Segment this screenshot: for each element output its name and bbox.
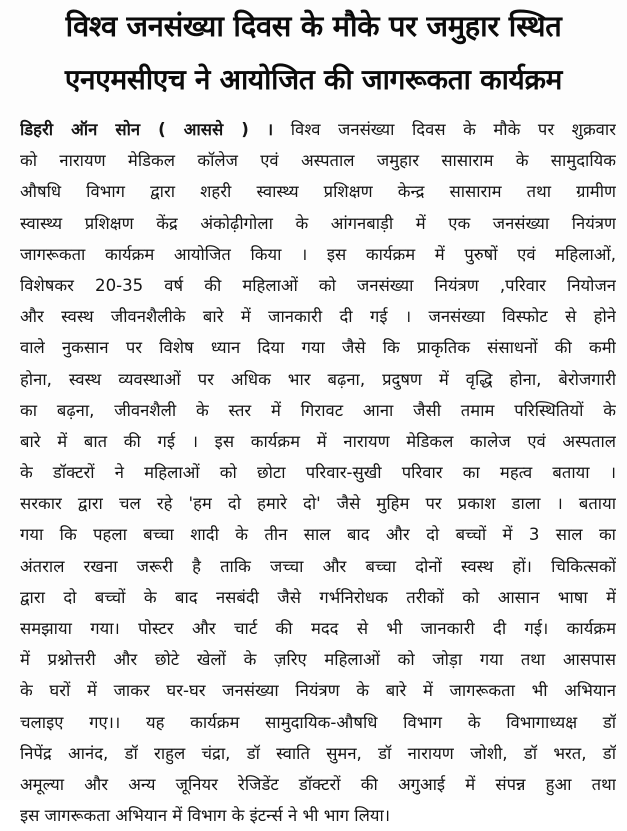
article-line: को नारायण मेडिकल कॉलेज एवं अस्पताल जमुहार सासाराम के सामुदायिक bbox=[20, 151, 616, 171]
article-line: में प्रश्नोत्तरी और छोटे खेलों के ज़रिए महिलाओं को जोड़ा गया तथा आसपास bbox=[20, 650, 616, 670]
article-line: गया कि पहला बच्चा शादी के तीन साल बाद और दो बच्चों में 3 साल का bbox=[20, 525, 616, 545]
article-line: जागरूकता कार्यक्रम आयोजित किया । इस कार्यक्रम में पुरुषों एवं महिलाओं, bbox=[20, 244, 616, 264]
article-line: होना, स्वस्थ व्यवस्थाओं पर अधिक भार बढ़ना, प्रदुषण में वृद्धि होना, बेरोजगारी bbox=[20, 369, 616, 389]
article-line: वाले नुकसान पर विशेष ध्यान दिया गया जैसे कि प्राकृतिक संसाधनों की कमी bbox=[20, 338, 616, 358]
article-line: के डॉक्टरों ने महिलाओं को छोटा परिवार-सुखी परिवार का महत्व बताया । bbox=[20, 463, 616, 483]
headline-line-1: विश्व जनसंख्या दिवस के मौके पर जमुहार स्थित bbox=[65, 9, 562, 43]
article-line: सरकार द्वारा चल रहे 'हम दो हमारे दो' जैसे मुहिम पर प्रकाश डाला । बताया bbox=[20, 494, 616, 514]
article-line-text: विश्व जनसंख्या दिवस के मौके पर शुक्रवार bbox=[273, 120, 616, 139]
article-line: का बढ़ना, जीवनशैली के स्तर में गिरावट आना जैसी तमाम परिस्थितियों के bbox=[20, 400, 616, 420]
article-line: समझाया गया। पोस्टर और चार्ट की मदद से भी जानकारी दी गई। कार्यक्रम bbox=[20, 619, 616, 638]
article-line: द्वारा दो बच्चों के बाद नसबंदी जैसे गर्भनिरोधक तरीकों को आसान भाषा में bbox=[20, 587, 616, 607]
article-line: इस जागरूकता अभियान में विभाग के इंटर्न्स ने भी भाग लिया। bbox=[20, 806, 391, 826]
article-line: विशेषकर 20-35 वर्ष की महिलाओं को जनसंख्या नियंत्रण ,परिवार नियोजन bbox=[20, 275, 616, 295]
article-line: अंतराल रखना जरूरी है ताकि जच्चा और बच्चा दोनों स्वस्थ हों। चिकित्सकों bbox=[20, 556, 616, 576]
article-line bbox=[20, 114, 616, 145]
article-line: और स्वस्थ जीवनशैलीके बारे में जानकारी दी गई । जनसंख्या विस्फोट से होने bbox=[20, 307, 616, 327]
dateline: डिहरी ऑन सोन ( आससे ) । bbox=[20, 120, 274, 139]
article-body bbox=[20, 114, 616, 831]
article-line: निपेंद्र आनंद, डॉ राहुल चंद्रा, डॉ स्वाति सुमन, डॉ नारायण जोशी, डॉ भरत, डॉ bbox=[20, 743, 616, 763]
article-line: अमूल्या और अन्य जूनियर रेजिडेंट डॉक्टरों की अगुआई में संपन्न हुआ तथा bbox=[20, 774, 616, 794]
article-line: चलाइए गए।। यह कार्यक्रम सामुदायिक-औषधि विभाग के विभागाध्यक्ष डॉ bbox=[20, 712, 616, 732]
article-line: औषधि विभाग द्वारा शहरी स्वास्थ्य प्रशिक्षण केन्द्र सासाराम तथा ग्रामीण bbox=[20, 182, 616, 202]
headline-line-2: एनएमसीएच ने आयोजित की जागरूकता कार्यक्रम bbox=[64, 63, 563, 96]
article-line: स्वास्थ्य प्रशिक्षण केंद्र अंकोढ़ीगोला के आंगनबाड़ी में एक जनसंख्या नियंत्रण bbox=[20, 213, 616, 233]
article-line: के घरों में जाकर घर-घर जनसंख्या नियंत्रण के बारे में जागरूकता भी अभियान bbox=[20, 681, 616, 701]
article-line: बारे में बात की गई । इस कार्यक्रम में नारायण मेडिकल कालेज एवं अस्पताल bbox=[20, 431, 616, 451]
